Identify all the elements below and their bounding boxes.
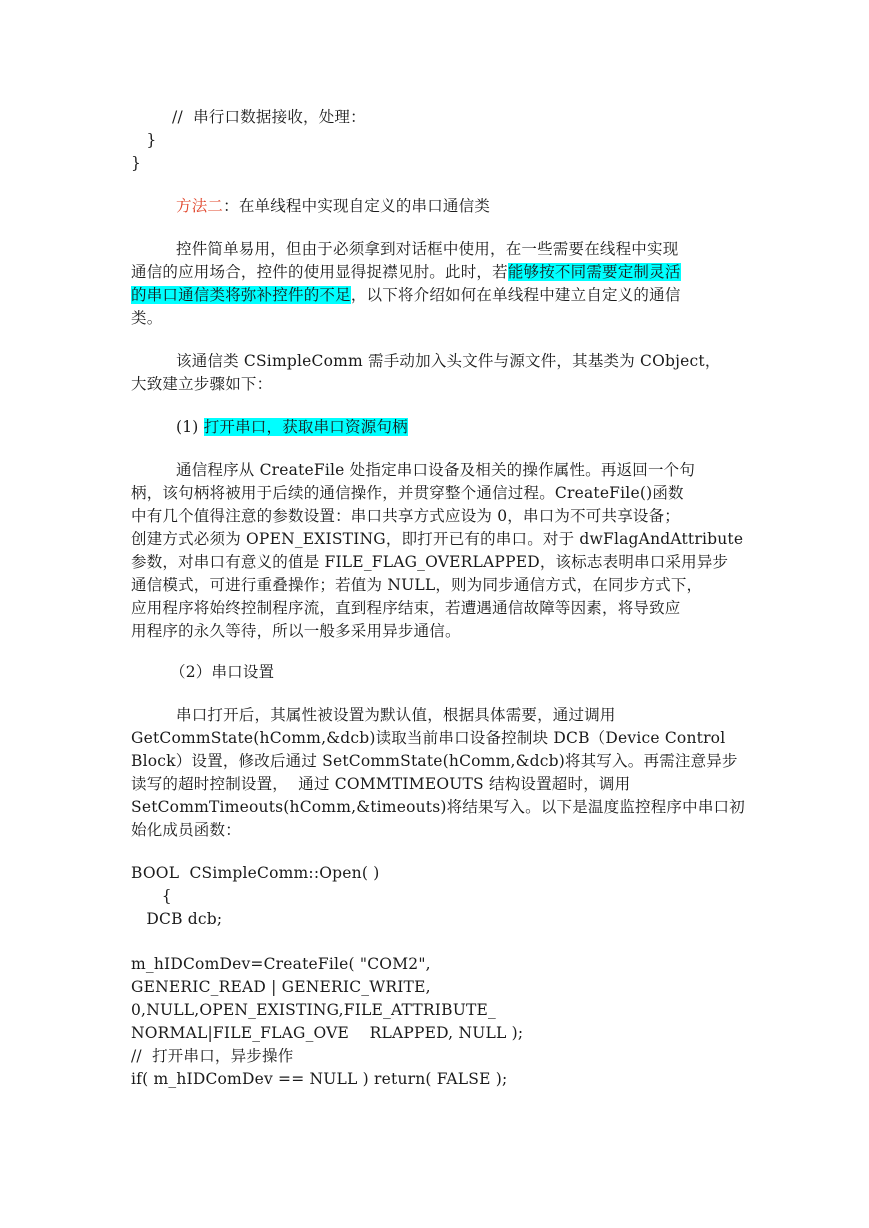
code-line: } (131, 131, 157, 149)
code-line: NORMAL|FILE_FLAG_OVE RLAPPED, NULL ); (131, 1024, 524, 1042)
paragraph-line (131, 284, 681, 306)
paragraph-line: 创建方式必须为 OPEN_EXISTING，即打开已有的串口。对于 dwFlagAndAttribute (131, 530, 744, 548)
paragraph-line: 类。 (131, 309, 163, 327)
paragraph-line: 大致建立步骤如下： (131, 375, 273, 393)
paragraph-line: 始化成员函数： (131, 821, 241, 839)
paragraph-line: 用程序的永久等待，所以一般多采用异步通信。 (131, 622, 461, 640)
paragraph-line: 读写的超时控制设置， 通过 COMMTIMEOUTS 结构设置超时，调用 (131, 775, 631, 793)
code-line: BOOL CSimpleComm::Open( ) (131, 864, 380, 882)
paragraph-line: 该通信类 CSimpleComm 需手动加入头文件与源文件，其基类为 CObject， (176, 352, 721, 370)
step-heading (176, 416, 408, 438)
step-number: (1) (176, 418, 204, 436)
paragraph-line: GetCommState(hComm,&dcb)读取当前串口设备控制块 DCB（Device Control (131, 729, 726, 747)
code-comment: // 打开串口，异步操作 (131, 1047, 294, 1065)
paragraph-line: 柄，该句柄将被用于后续的通信操作，并贯穿整个通信过程。CreateFile()函数 (131, 484, 684, 502)
paragraph-line: SetCommTimeouts(hComm,&timeouts)将结果写入。以下是温度监控程序中串口初 (131, 798, 745, 816)
paragraph-line: Block）设置，修改后通过 SetCommState(hComm,&dcb)将其写入。再需注意异步 (131, 752, 738, 770)
paragraph-line: 中有几个值得注意的参数设置：串口共享方式应设为 0，串口为不可共享设备； (131, 507, 680, 525)
text-span: ，以下将介绍如何在单线程中建立自定义的通信 (350, 286, 681, 304)
paragraph-line: 参数，对串口有意义的值是 FILE_FLAG_OVERLAPPED，该标志表明串口采用异步 (131, 553, 729, 571)
code-line: 0,NULL,OPEN_EXISTING,FILE_ATTRIBUTE_ (131, 1001, 496, 1019)
code-line: } (131, 154, 142, 172)
paragraph-line: 串口打开后，其属性被设置为默认值，根据具体需要，通过调用 (176, 706, 616, 724)
code-line: if( m_hIDComDev == NULL ) return( FALSE ); (131, 1070, 508, 1088)
method-label: 方法二 (176, 197, 224, 215)
highlighted-text: 能够按不同需要定制灵活 (507, 263, 681, 281)
paragraph-line: 通信程序从 CreateFile 处指定串口设备及相关的操作属性。再返回一个句 (176, 461, 696, 479)
method-heading (176, 195, 490, 217)
code-line: m_hIDComDev=CreateFile( "COM2", (131, 955, 431, 973)
highlighted-text: 打开串口，获取串口资源句柄 (203, 418, 408, 436)
code-line: GENERIC_READ | GENERIC_WRITE, (131, 978, 431, 996)
highlighted-text: 的串口通信类将弥补控件的不足 (131, 286, 351, 304)
code-line: { (131, 887, 172, 905)
method-title: 在单线程中实现自定义的串口通信类 (238, 197, 491, 215)
paragraph-line (131, 261, 681, 283)
code-line: // 串行口数据接收，处理： (131, 108, 366, 126)
step-heading: （2）串口设置 (170, 663, 275, 681)
paragraph-line: 通信模式，可进行重叠操作；若值为 NULL，则为同步通信方式，在同步方式下， (131, 576, 703, 594)
paragraph-line: 控件简单易用，但由于必须拿到对话框中使用，在一些需要在线程中实现 (176, 240, 679, 258)
text-span: 通信的应用场合，控件的使用显得捉襟见肘。此时，若 (131, 263, 508, 281)
code-line: DCB dcb; (131, 910, 223, 928)
paragraph-line: 应用程序将始终控制程序流，直到程序结束，若遭遇通信故障等因素，将导致应 (131, 599, 681, 617)
method-colon: ： (223, 197, 239, 215)
